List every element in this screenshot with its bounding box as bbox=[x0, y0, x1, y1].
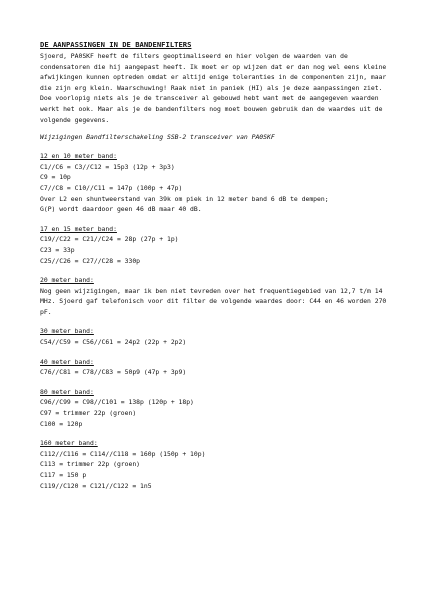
section-line: C19//C22 = C21//C24 = 28p (27p + 1p) bbox=[40, 235, 179, 244]
section-line: C54//C59 = C56//C61 = 24p2 (22p + 2p2) bbox=[40, 338, 187, 347]
section-heading: 20 meter band: bbox=[40, 276, 94, 285]
section-line: C117 = 150 p bbox=[40, 471, 87, 479]
section-line: C113 = trimmer 22p (groen) bbox=[40, 460, 141, 469]
section-line: G(P) wordt daardoor geen 46 dB maar 40 dB. bbox=[40, 205, 202, 214]
section-heading: 12 en 10 meter band: bbox=[40, 152, 117, 161]
section-line: C96//C99 = C98//C101 = 138p (120p + 18p) bbox=[40, 398, 194, 407]
section-paragraph: Nog geen wijzigingen, maar ik ben niet tevreden over het frequentiegebied van 12,7 t/m 14 MHz. Sjoerd gaf telefonisch voor dit filter de volgende waardes door: C44 en 46 worden 270 pF. bbox=[40, 286, 387, 316]
section-heading: 160 meter band: bbox=[40, 439, 98, 448]
section-line: C9 = 10p bbox=[40, 173, 71, 182]
section-line: C76//C81 = C78//C83 = 50p9 (47p + 3p9) bbox=[40, 368, 187, 377]
section-17-15-meter bbox=[40, 224, 389, 266]
section-heading: 40 meter band: bbox=[40, 357, 94, 366]
section-line: Over L2 een shuntweerstand van 39k om piek in 12 meter band 6 dB te dempen; bbox=[40, 194, 329, 203]
section-40-meter bbox=[40, 357, 389, 378]
section-30-meter bbox=[40, 326, 389, 347]
section-160-meter bbox=[40, 438, 389, 491]
section-line: C1//C6 = C3//C12 = 15p3 (12p + 3p3) bbox=[40, 162, 175, 171]
section-12-10-meter bbox=[40, 151, 389, 215]
section-line: C112//C116 = C114//C118 = 160p (150p + 10p) bbox=[40, 449, 206, 458]
section-80-meter bbox=[40, 387, 389, 429]
section-heading: 30 meter band: bbox=[40, 327, 94, 336]
section-line: C100 = 120p bbox=[40, 419, 83, 428]
section-heading: 17 en 15 meter band: bbox=[40, 224, 117, 233]
section-heading: 80 meter band: bbox=[40, 387, 94, 396]
intro-paragraph: Sjoerd, PA0SKF heeft de filters geoptimaliseerd en hier volgen de waarden van de condensatoren die hij aangepast heeft. Ik moet er op wijzen dat er dan nog wel eens kleine afwijkingen kunnen optreden omdat er altijd enige toleranties in de componenten zijn, maar die zijn erg klein. Waarschuwing! Raak niet in paniek (HI) als je deze aanpassingen ziet. Doe voorlopig niets als je de transceiver al gebouwd hebt want met de aangegeven waarden werkt het ook. Maar als je de bandenfilters nog moet bouwen gebruik dan de waardes uit de volgende gegevens. bbox=[40, 52, 387, 124]
section-line: C25//C26 = C27//C28 = 330p bbox=[40, 256, 141, 265]
section-20-meter bbox=[40, 275, 389, 317]
section-line: C7//C8 = C10//C11 = 147p (100p + 47p) bbox=[40, 183, 183, 192]
document-subtitle: Wijzigingen Bandfilterschakeling SSB-2 transceiver van PA0SKF bbox=[40, 133, 275, 142]
section-line: C119//C120 = C121//C122 = 1n5 bbox=[40, 481, 152, 490]
document-title: DE AANPASSINGEN IN DE BANDENFILTERS bbox=[40, 40, 192, 49]
section-line: C97 = trimmer 22p (groen) bbox=[40, 409, 137, 418]
section-line: C23 = 33p bbox=[40, 245, 75, 254]
